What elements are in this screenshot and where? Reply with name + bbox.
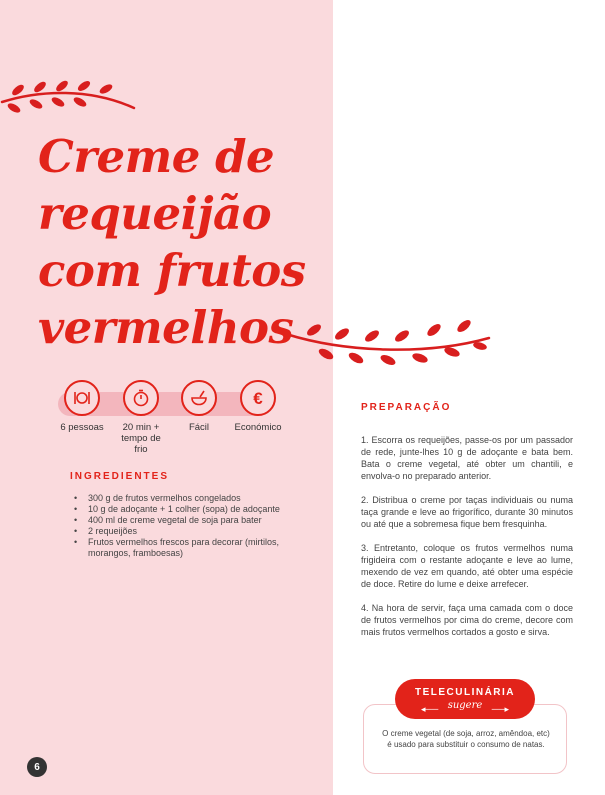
badge-title: TELECULINÁRIA [414, 687, 516, 698]
difficulty-label: Fácil [188, 422, 210, 433]
bowl-icon [181, 380, 217, 416]
preparation-step: 3. Entretanto, coloque os frutos vermelhos numa frigideira com o restante adoçante e leve ao lume, mexendo de vez em quando, até obter uma espécie de doce. Retire do lume e deixe arrefecer. [361, 543, 573, 589]
title-line: Creme de [38, 130, 275, 183]
tip-text: O creme vegetal (de soja, arroz, amêndoa, etc) é usado para substituir o consumo de natas. [382, 729, 550, 749]
preparation-heading: PREPARAÇÃO [361, 402, 452, 413]
badge-subtitle: sugere [447, 700, 483, 711]
cost-label: Económico [234, 422, 282, 433]
preparation-steps [361, 434, 573, 650]
page-number: 6 [27, 757, 47, 777]
title-line: vermelhos [38, 301, 294, 354]
ingredients-list [74, 493, 314, 559]
arrow-right-icon: ──▸ [491, 704, 509, 714]
preparation-step: 4. Na hora de servir, faça uma camada com o doce de frutos vermelhos por cima do creme, decore com mais frutos vermelhos cortados a gosto e sirva. [361, 603, 573, 637]
info-difficulty [169, 380, 229, 433]
servings-label: 6 pessoas [60, 422, 104, 433]
ingredient-item: • 10 g de adoçante + 1 colher (sopa) de adoçante [74, 504, 314, 515]
ingredients-heading: INGREDIENTES [70, 471, 170, 482]
arrow-left-icon: ◂── [421, 704, 439, 714]
info-servings [52, 380, 112, 433]
title-line: requeijão [38, 187, 272, 240]
vine-decoration-middle [284, 312, 494, 372]
info-cost [228, 380, 288, 433]
time-label: 20 min + tempo de frio [121, 422, 161, 455]
stopwatch-icon [123, 380, 159, 416]
teleculinaria-badge [395, 679, 535, 719]
recipe-title [38, 128, 308, 356]
ingredient-item: • Frutos vermelhos frescos para decorar (mirtilos, morangos, framboesas) [74, 537, 314, 559]
title-line: com frutos [38, 244, 306, 297]
ingredient-item: • 2 requeijões [74, 526, 314, 537]
ingredient-item: • 400 ml de creme vegetal de soja para bater [74, 515, 314, 526]
euro-icon: € [240, 380, 276, 416]
fork-plate-icon [64, 380, 100, 416]
right-panel [333, 0, 605, 795]
preparation-step: 1. Escorra os requeijões, passe-os por um passador de rede, junte-lhes 10 g de adoçante e bata bem. Bata o creme vegetal, até obter um chantili, e envolva-o no preparado anterior. [361, 435, 573, 481]
preparation-step: 2. Distribua o creme por taças individuais ou numa taça grande e leve ao frigorífico, durante 30 minutos ou até que a sobremesa fique bem fresquinha. [361, 495, 573, 529]
vine-decoration-top [0, 80, 140, 120]
info-time [111, 380, 171, 455]
ingredient-item: • 300 g de frutos vermelhos congelados [74, 493, 314, 504]
